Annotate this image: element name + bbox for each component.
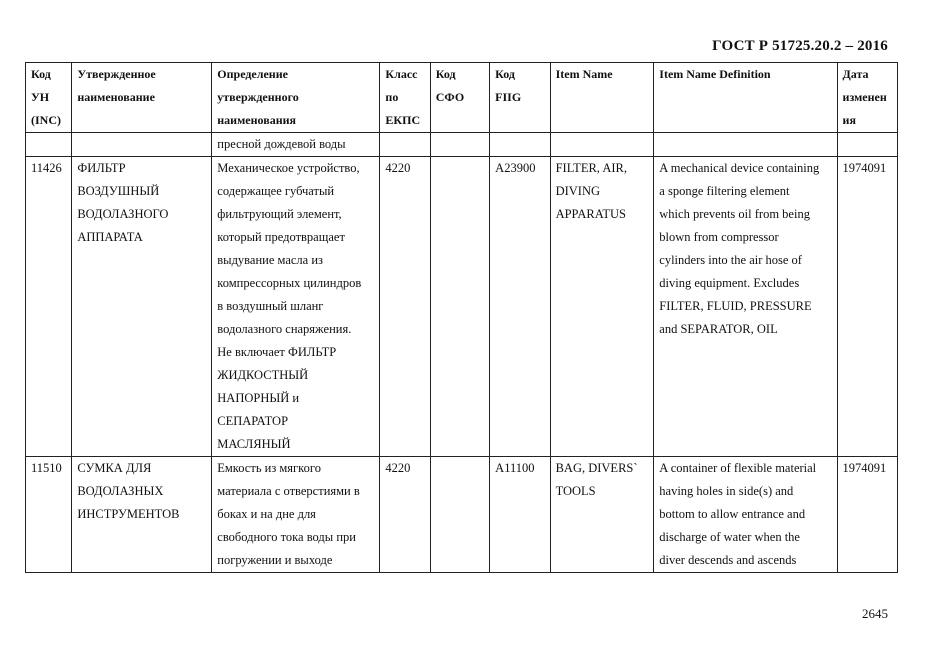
table-cell: [654, 133, 837, 157]
col-header-definition: Определение утвержденного наименования: [212, 63, 380, 133]
table-cell: пресной дождевой воды: [212, 133, 380, 157]
approved-name-cell: СУМКА ДЛЯ ВОДОЛАЗНЫХ ИНСТРУМЕНТОВ: [72, 457, 212, 573]
col-header-inc-code: Код УН (INC): [26, 63, 72, 133]
col-header-fiig: Код FIIG: [490, 63, 550, 133]
inc-code-cell: 11510: [26, 457, 72, 573]
item-definition-cell: A mechanical device containing a sponge filtering element which prevents oil from being blown from compressor cylinders into the air hose of diving equipment. Excludes FILTER, FLUID, PRESSURE and SEPARATOR, OIL: [654, 157, 837, 457]
col-header-item-name: Item Name: [550, 63, 654, 133]
header-row: [26, 63, 898, 133]
change-date-cell: 1974091: [837, 157, 897, 457]
col-header-sfo: Код СФО: [430, 63, 489, 133]
col-header-change-date: Дата изменен ия: [837, 63, 897, 133]
col-header-approved-name: Утвержденное наименование: [72, 63, 212, 133]
class-cell: 4220: [380, 157, 430, 457]
table-cell: [490, 133, 550, 157]
item-definition-cell: A container of flexible material having holes in side(s) and bottom to allow entrance and discharge of water when the diver descends and ascends: [654, 457, 837, 573]
table-cell: [380, 133, 430, 157]
table-row: [26, 457, 898, 573]
definition-cell: Механическое устройство, содержащее губчатый фильтрующий элемент, который предотвращает выдувание масла из компрессорных цилиндров в воздушный шланг водолазного снаряжения. Не включает ФИЛЬТР ЖИДКОСТНЫЙ НАПОРНЫЙ и СЕПАРАТОР МАСЛЯНЫЙ: [212, 157, 380, 457]
table-cell: [550, 133, 654, 157]
fiig-cell: A23900: [490, 157, 550, 457]
class-cell: 4220: [380, 457, 430, 573]
approved-name-cell: ФИЛЬТР ВОЗДУШНЫЙ ВОДОЛАЗНОГО АППАРАТА: [72, 157, 212, 457]
table-row: [26, 157, 898, 457]
table-cell: [26, 133, 72, 157]
continuation-row: [26, 133, 898, 157]
item-name-cell: BAG, DIVERS` TOOLS: [550, 457, 654, 573]
registry-table: [25, 62, 898, 573]
table-cell: [837, 133, 897, 157]
definition-cell: Емкость из мягкого материала с отверстиями в боках и на дне для свободного тока воды при погружении и выходе: [212, 457, 380, 573]
table-cell: [72, 133, 212, 157]
fiig-cell: A11100: [490, 457, 550, 573]
item-name-cell: FILTER, AIR, DIVING APPARATUS: [550, 157, 654, 457]
inc-code-cell: 11426: [26, 157, 72, 457]
change-date-cell: 1974091: [837, 457, 897, 573]
col-header-class: Класс по ЕКПС: [380, 63, 430, 133]
table-cell: [430, 133, 489, 157]
col-header-item-name-definition: Item Name Definition: [654, 63, 837, 133]
standard-title: ГОСТ Р 51725.20.2 – 2016: [712, 38, 888, 54]
sfo-cell: [430, 157, 489, 457]
sfo-cell: [430, 457, 489, 573]
page-number: 2645: [862, 606, 888, 621]
